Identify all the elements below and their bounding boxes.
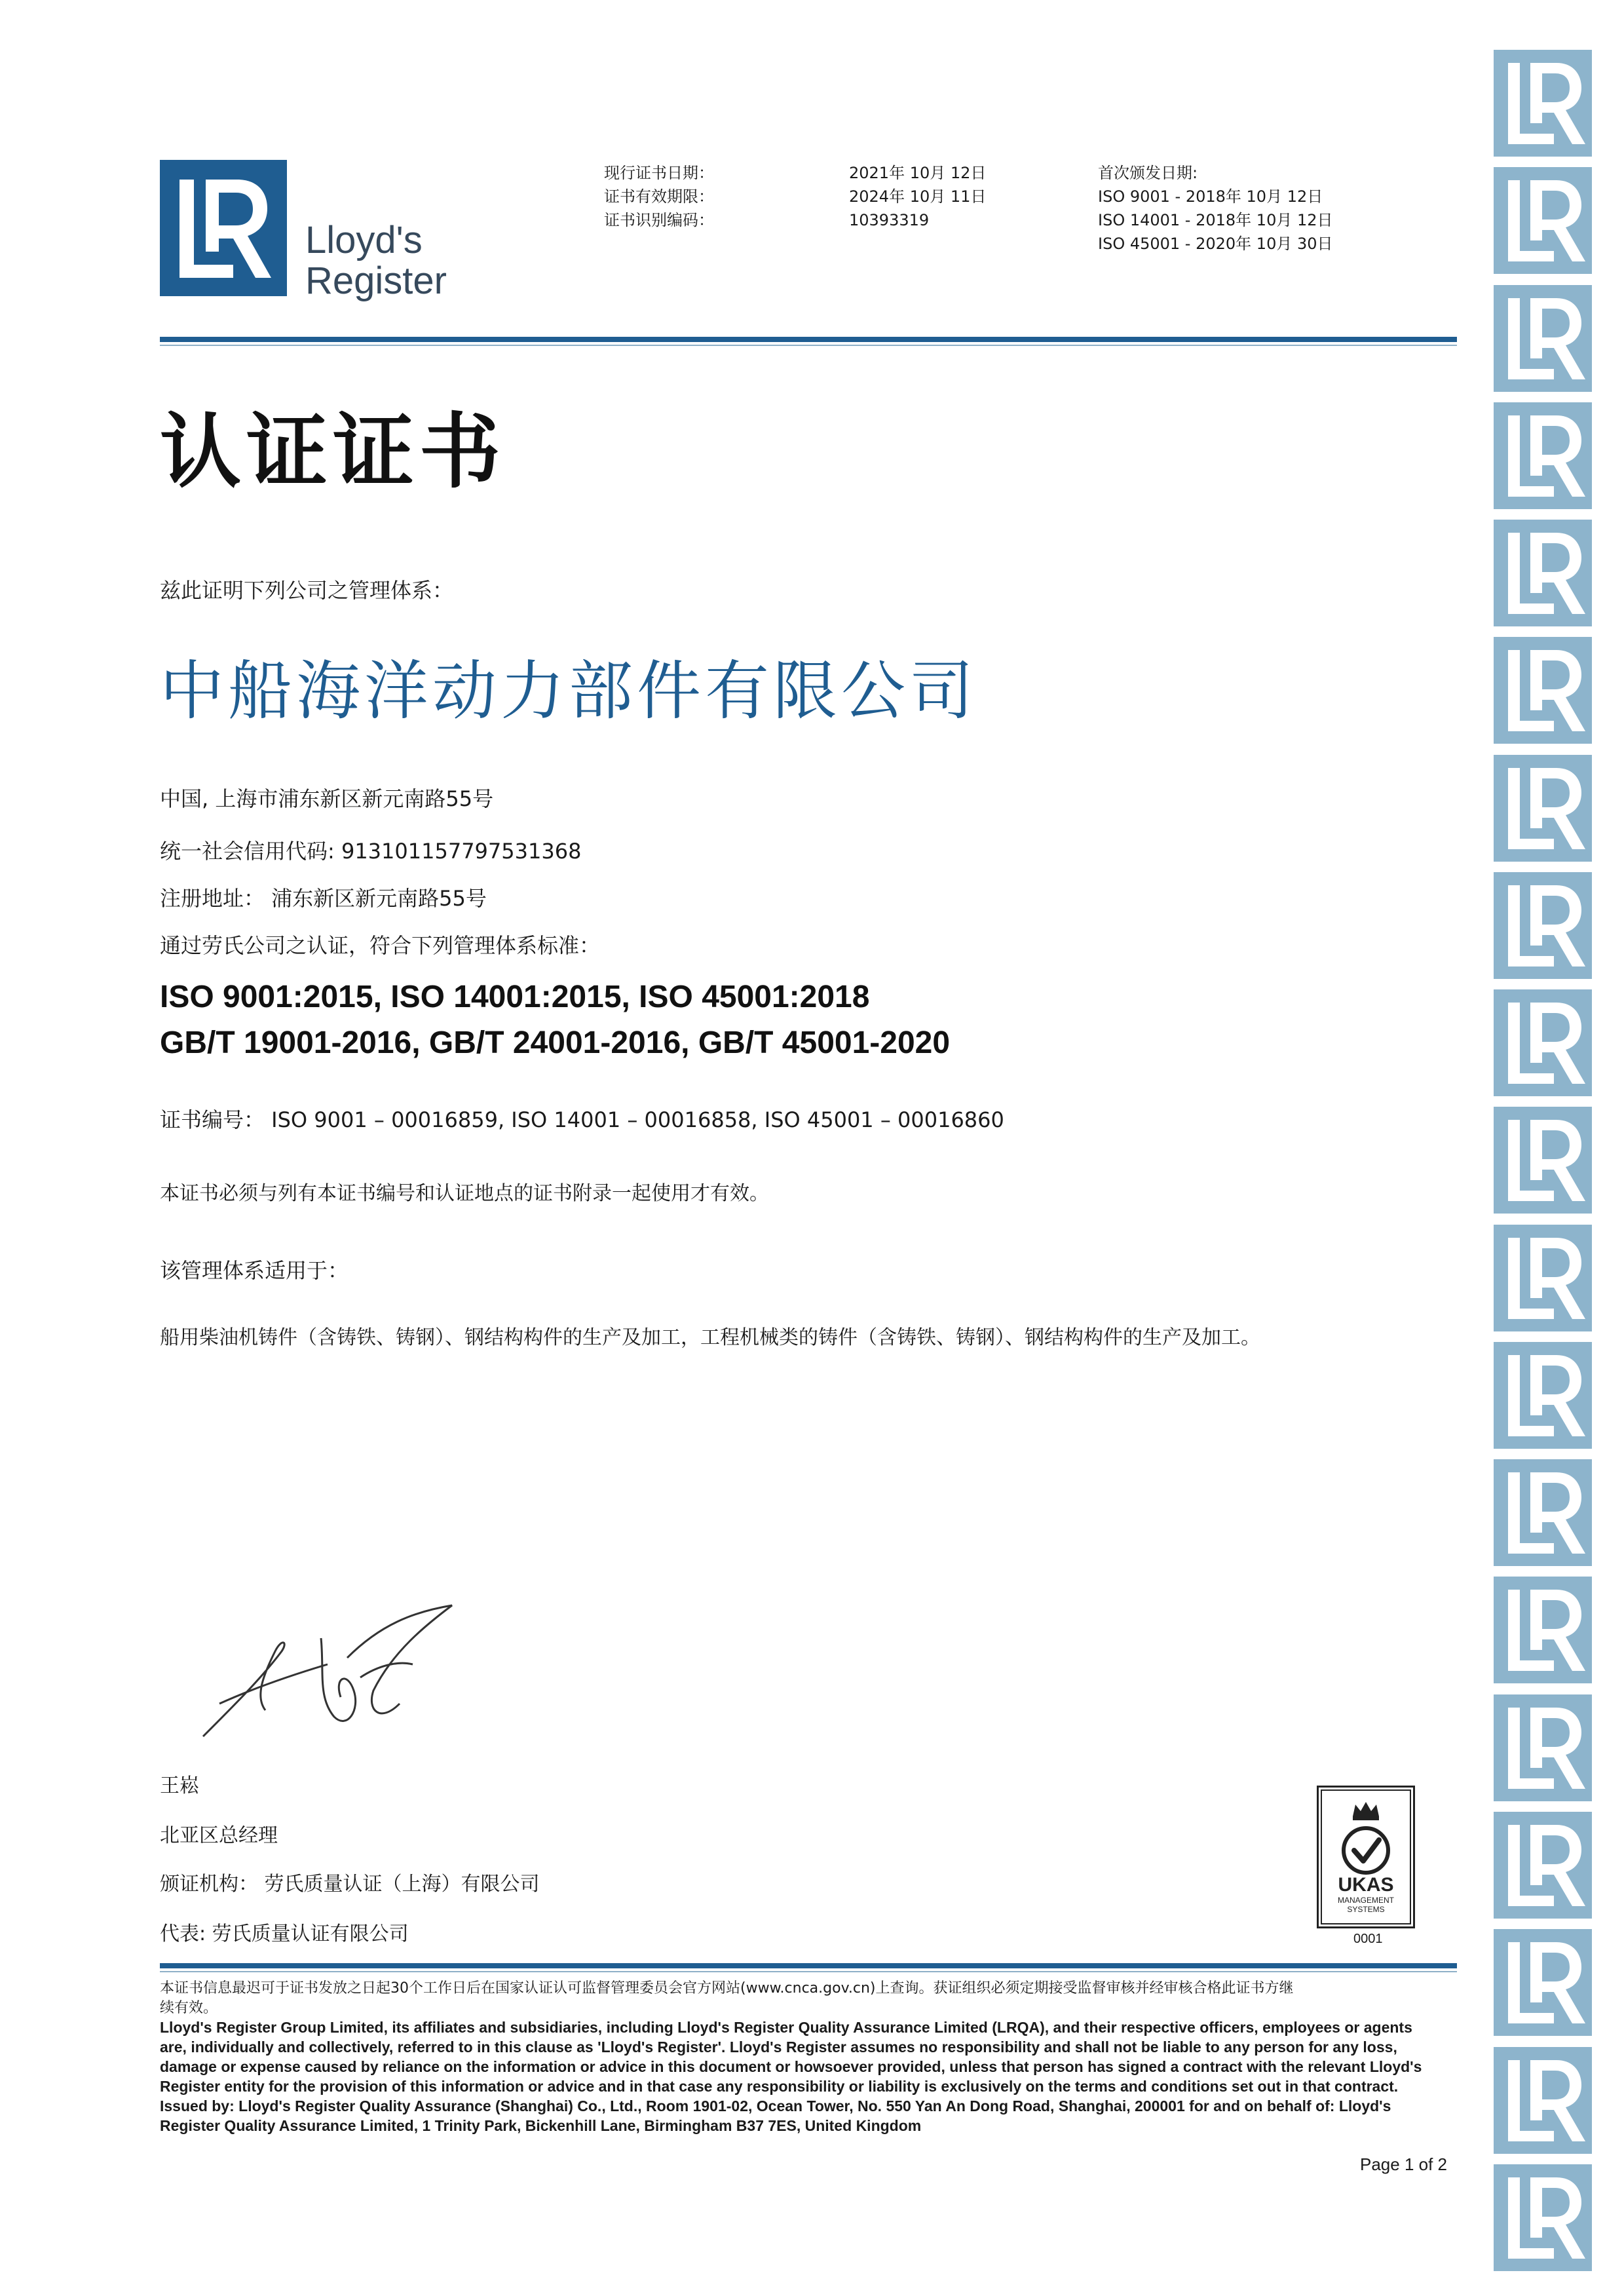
- lr-logo-icon: [160, 160, 287, 296]
- footer-en-line: Issued by: Lloyd's Register Quality Assurance (Shanghai) Co., Ltd., Room 1901-02, Ocean Tower, No. 550 Yan An Dong Road, Shanghai, 200001 for and on behalf of: Lloyd's: [160, 2097, 1391, 2114]
- footer-cn-line-2: 续有效。: [160, 2000, 218, 2016]
- lr-strip-icon: [1494, 1459, 1592, 1566]
- header-first-issue-9001: ISO 9001 - 2018年 10月 12日: [1098, 187, 1323, 206]
- header-value-cert-id: 10393319: [849, 211, 930, 229]
- footer-en-line: are, individually and collectively, referred to in this clause as 'Lloyd's Register'. Lloyd's Register assumes no responsibility and shall not be liable to any person for any loss,: [160, 2038, 1397, 2056]
- lr-strip-icon: [1494, 1812, 1592, 1919]
- lr-strip-icon: [1494, 872, 1592, 979]
- header-label-current-date: 现行证书日期：: [604, 164, 714, 182]
- scope-title: 该管理体系适用于：: [160, 1258, 349, 1283]
- lr-strip-icon: [1494, 2164, 1592, 2271]
- lr-strip-icon: [1494, 1694, 1592, 1801]
- logo-text-lloyds: Lloyd's: [305, 219, 423, 261]
- footer-divider: [160, 1963, 1457, 1968]
- lr-strip-icon: [1494, 402, 1592, 509]
- company-name: 中船海洋动力部件有限公司: [160, 654, 978, 729]
- svg-text:UKAS: UKAS: [1338, 1874, 1394, 1896]
- lr-strip-icon: [1494, 1342, 1592, 1449]
- logo-text-register: Register: [305, 259, 447, 302]
- header-label-cert-id: 证书识别编码：: [604, 211, 714, 229]
- svg-text:MANAGEMENT: MANAGEMENT: [1337, 1896, 1395, 1905]
- certificate-numbers: 证书编号： ISO 9001 – 00016859, ISO 14001 – 00016858, ISO 45001 – 00016860: [160, 1107, 1004, 1132]
- footer-en-line: Lloyd's Register Group Limited, its affiliates and subsidiaries, including Lloyd's Register Quality Assurance Limited (LRQA), and their respective officers, employees or agents: [160, 2019, 1412, 2036]
- company-address: 中国, 上海市浦东新区新元南路55号: [160, 786, 494, 811]
- page-number: Page 1 of 2: [1360, 2154, 1447, 2174]
- header-value-current-date: 2021年 10月 12日: [849, 164, 987, 182]
- lr-strip-icon: [1494, 2047, 1592, 2154]
- scope-text: 船用柴油机铸件（含铸铁、铸钢）、钢结构构件的生产及加工，工程机械类的铸件（含铸铁、铸钢）、钢结构构件的生产及加工。: [160, 1326, 1260, 1349]
- lr-strip-icon: [1494, 1929, 1592, 2036]
- lr-watermark-strip: [1494, 50, 1592, 2271]
- approval-intro: 通过劳氏公司之认证，符合下列管理体系标准：: [160, 933, 601, 958]
- registered-address: 注册地址： 浦东新区新元南路55号: [160, 886, 487, 911]
- footer-divider-thin: [160, 1971, 1457, 1972]
- signatory-name: 王崧: [160, 1774, 199, 1797]
- ukas-number: 0001: [1353, 1932, 1383, 1946]
- lr-strip-icon: [1494, 1225, 1592, 1331]
- header-first-issue-14001: ISO 14001 - 2018年 10月 12日: [1098, 211, 1333, 229]
- header-first-issue-title: 首次颁发日期:: [1098, 164, 1198, 182]
- header-divider: [160, 337, 1457, 342]
- footer-en-line: Register entity for the provision of this information or advice and in that case any responsibility or liability is exclusively on the terms and conditions set out in that contract.: [160, 2078, 1399, 2095]
- lr-strip-icon: [1494, 167, 1592, 274]
- lr-strip-icon: [1494, 637, 1592, 744]
- lr-strip-icon: [1494, 989, 1592, 1096]
- signatory-title: 北亚区总经理: [160, 1824, 278, 1847]
- footer-cn-line-1: 本证书信息最迟可于证书发放之日起30个工作日后在国家认证认可监督管理委员会官方网站(www.cnca.gov.cn)上查询。获证组织必须定期接受监督审核并经审核合格此证书方继: [160, 1980, 1294, 1997]
- header-divider-thin: [160, 345, 1457, 346]
- handwritten-signature: [183, 1599, 498, 1750]
- certify-intro: 兹此证明下列公司之管理体系：: [160, 578, 454, 603]
- svg-text:SYSTEMS: SYSTEMS: [1347, 1905, 1385, 1914]
- validity-note: 本证书必须与列有本证书编号和认证地点的证书附录一起使用才有效。: [160, 1182, 769, 1205]
- page-title: 认证证书: [160, 405, 506, 499]
- ukas-crown-check-icon: [1317, 1786, 1415, 1928]
- standards-line-gbt: GB/T 19001-2016, GB/T 24001-2016, GB/T 45001-2020: [160, 1025, 951, 1060]
- standards-line-iso: ISO 9001:2015, ISO 14001:2015, ISO 45001:2018: [160, 980, 870, 1014]
- lr-strip-icon: [1494, 1107, 1592, 1214]
- header-value-expiry: 2024年 10月 11日: [849, 187, 987, 206]
- lr-strip-icon: [1494, 755, 1592, 862]
- issuing-body: 颁证机构： 劳氏质量认证（上海）有限公司: [160, 1873, 540, 1896]
- lr-strip-icon: [1494, 520, 1592, 626]
- lr-strip-icon: [1494, 50, 1592, 157]
- header-first-issue-45001: ISO 45001 - 2020年 10月 30日: [1098, 235, 1333, 253]
- footer-en-line: Register Quality Assurance Limited, 1 Trinity Park, Bickenhill Lane, Birmingham B37 7ES, United Kingdom: [160, 2117, 922, 2134]
- lr-strip-icon: [1494, 285, 1592, 392]
- credit-code: 统一社会信用代码: 913101157797531368: [160, 839, 582, 864]
- footer-en-line: damage or expense caused by reliance on the information or advice in this document or howsoever provided, unless that person has signed a contract with the relevant Lloyd's: [160, 2058, 1422, 2075]
- header-label-expiry: 证书有效期限：: [604, 187, 714, 206]
- lr-strip-icon: [1494, 1577, 1592, 1683]
- representative: 代表: 劳氏质量认证有限公司: [160, 1923, 409, 1945]
